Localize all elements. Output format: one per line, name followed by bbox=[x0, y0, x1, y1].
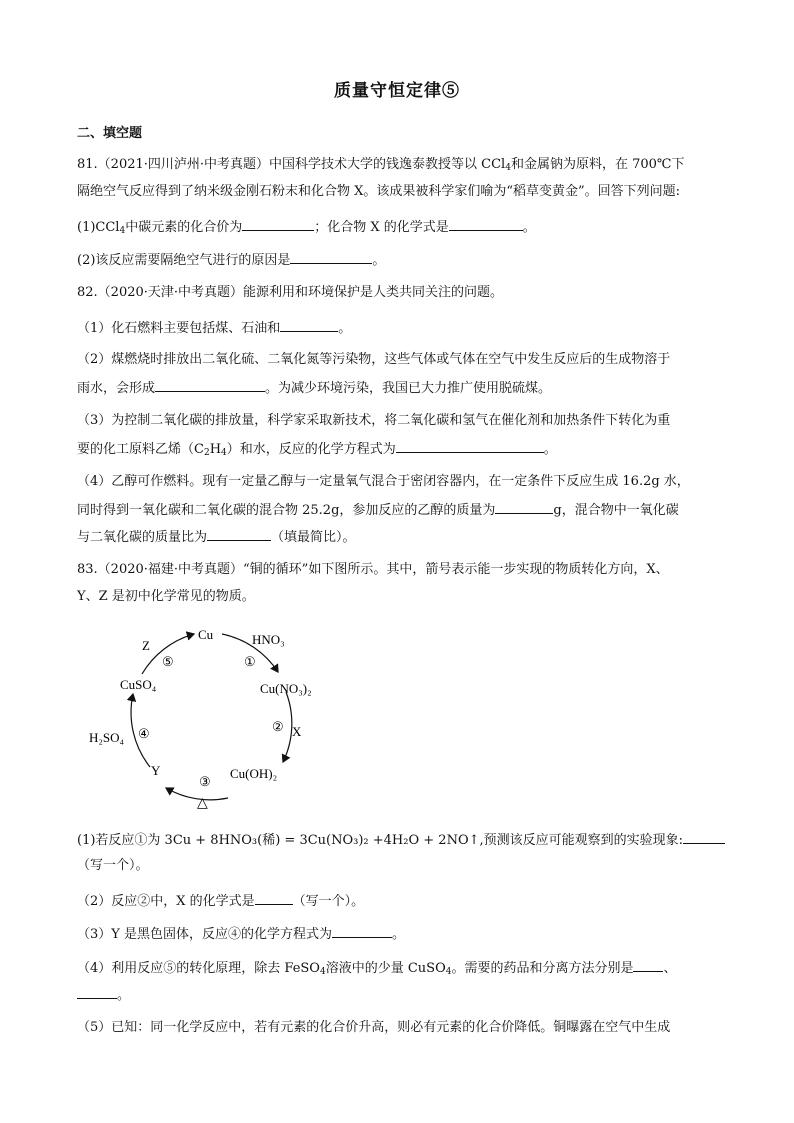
node-cu: Cu bbox=[198, 627, 214, 642]
q83-line1: 83.（2020·福建·中考真题）“铜的循环”如下图所示。其中，箭号表示能一步实现的物质转化方向，X、 bbox=[77, 562, 669, 577]
q83-part1-line2: （写一个）。 bbox=[77, 858, 149, 873]
q83-part4-line1: （4）利用反应⑤的转化原理，除去 FeSO$_4$溶液中的少量 CuSO$_4$。需要的药品和分离方法分别是 、 bbox=[77, 958, 677, 978]
q83-part2: （2）反应②中，X 的化学式是 （写一个）。 bbox=[77, 891, 364, 911]
q83-part4-line2: 。 bbox=[77, 985, 130, 1005]
q81-line2: 隔绝空气反应得到了纳米级金刚石粉末和化合物 X。该成果被科学家们喻为“稻草变黄金”。回答下列问题: bbox=[77, 184, 681, 199]
num-1: ① bbox=[244, 654, 256, 669]
q82-part4-line2: 同时得到一氧化碳和二氧化碳的混合物 25.2g，参加反应的乙醇的质量为 g，混合物中一氧化碳 bbox=[77, 500, 679, 520]
answer-blank[interactable] bbox=[255, 891, 293, 905]
answer-blank[interactable] bbox=[207, 527, 271, 541]
q82-line1: 82.（2020·天津·中考真题）能源利用和环境保护是人类共同关注的问题。 bbox=[77, 285, 504, 300]
answer-blank[interactable] bbox=[77, 985, 117, 999]
answer-blank[interactable] bbox=[683, 830, 725, 844]
answer-blank[interactable] bbox=[155, 378, 265, 392]
q82-part3-line1: （3）为控制二氧化碳的排放量，科学家采取新技术，将二氧化碳和氢气在催化剂和加热条件下转化为重 bbox=[77, 413, 671, 428]
node-cuso4: CuSO₄ bbox=[120, 677, 157, 692]
q82-part4-line1: （4）乙醇可作燃料。现有一定量乙醇与一定量氧气混合于密闭容器内，在一定条件下反应生成 16.2g 水， bbox=[77, 474, 690, 489]
node-cuno3: Cu(NO₃)₂ bbox=[260, 681, 312, 696]
q83-part1-line1: (1)若反应①为 3Cu + 8HNO₃(稀) = 3Cu(NO₃)₂ +4H₂O + 2NO↑,预测该反应可能观察到的实验现象: bbox=[77, 830, 725, 850]
q82-part4-line3: 与二氧化碳的质量比为 （填最简比）。 bbox=[77, 527, 356, 547]
q81-line1: 81.（2021·四川泸州·中考真题）中国科学技术大学的钱逸泰教授等以 CCl$_4$和金属钠为原料，在 700℃下 bbox=[77, 157, 685, 173]
copper-cycle-diagram bbox=[80, 620, 340, 815]
num-5: ⑤ bbox=[162, 654, 174, 669]
label-z: Z bbox=[142, 638, 150, 653]
heat-symbol: △ bbox=[197, 796, 208, 811]
label-hno3: HNO₃ bbox=[252, 632, 285, 647]
page-title: 质量守恒定律⑤ bbox=[334, 81, 460, 101]
q81-part1: (1)CCl$_4$中碳元素的化合价为 ；化合物 X 的化学式是 。 bbox=[77, 217, 536, 237]
num-3: ③ bbox=[199, 774, 211, 789]
q83-part3: （3）Y 是黑色固体，反应④的化学方程式为 。 bbox=[77, 924, 405, 944]
answer-blank[interactable] bbox=[242, 217, 314, 231]
section-heading: 二、填空题 bbox=[77, 126, 143, 141]
label-h2so4: H₂SO₄ bbox=[89, 730, 125, 745]
answer-blank[interactable] bbox=[495, 500, 553, 514]
arrow-cuno3-to-cuoh bbox=[283, 692, 292, 762]
label-x: X bbox=[292, 724, 302, 739]
q83-part5-line1: （5）已知：同一化学反应中，若有元素的化合价升高，则必有元素的化合价降低。铜曝露在空气中生成 bbox=[77, 1020, 671, 1035]
node-y: Y bbox=[151, 763, 161, 778]
q81-part2: (2)该反应需要隔绝空气进行的原因是 。 bbox=[77, 250, 385, 270]
q83-line2: Y、Z 是初中化学常见的物质。 bbox=[77, 589, 255, 604]
node-cuoh: Cu(OH)₂ bbox=[230, 766, 278, 781]
q82-part2-line1: （2）煤燃烧时排放出二氧化硫、二氧化氮等污染物，这些气体或气体在空气中发生反应后的生成物溶于 bbox=[77, 352, 671, 367]
q82-part2-line2: 雨水，会形成 。为减少环境污染，我国已大力推广使用脱硫煤。 bbox=[77, 378, 551, 398]
num-4: ④ bbox=[138, 726, 150, 741]
num-2: ② bbox=[272, 719, 284, 734]
answer-blank[interactable] bbox=[396, 439, 544, 453]
q82-part3-line2: 要的化工原料乙烯$(C_2H_4)$和水，反应的化学方程式为 。 bbox=[77, 439, 557, 459]
answer-blank[interactable] bbox=[332, 924, 392, 938]
answer-blank[interactable] bbox=[633, 958, 663, 972]
answer-blank[interactable] bbox=[290, 250, 372, 264]
answer-blank[interactable] bbox=[449, 217, 523, 231]
answer-blank[interactable] bbox=[280, 318, 338, 332]
q82-part1: （1）化石燃料主要包括煤、石油和 。 bbox=[77, 318, 351, 338]
